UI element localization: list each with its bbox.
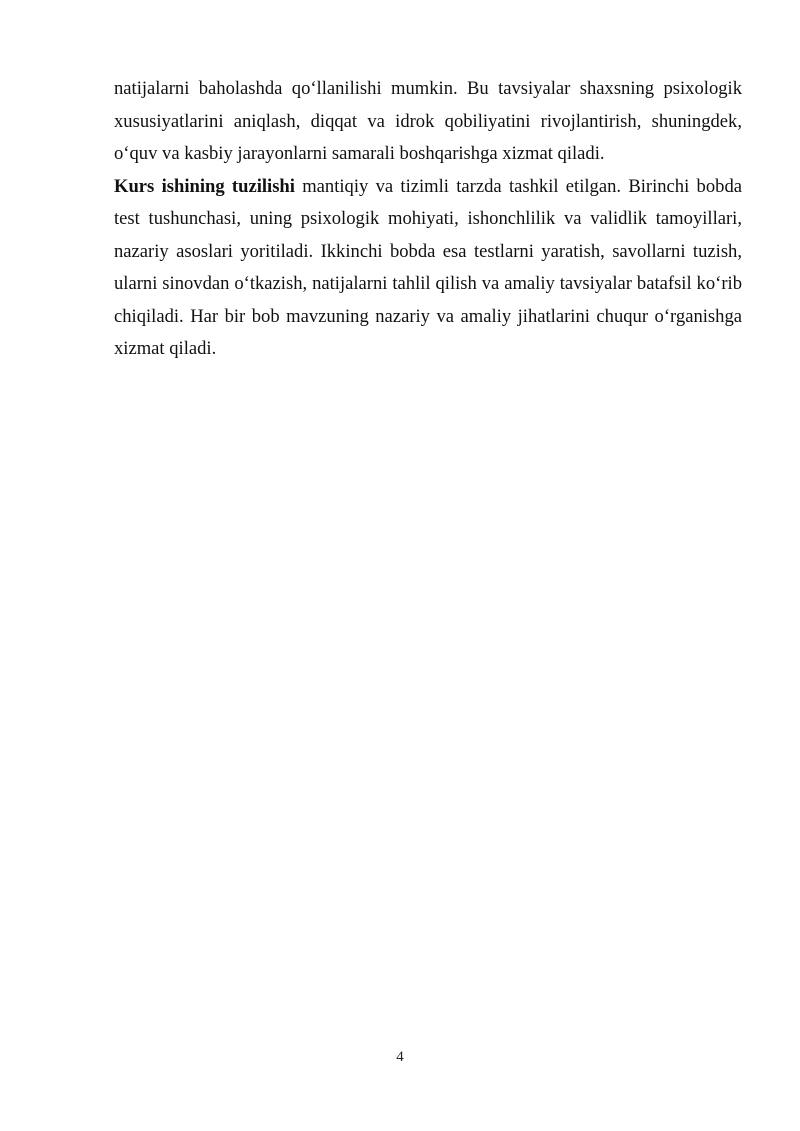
page-number: 4: [396, 1049, 404, 1065]
paragraph-2-line: nazariy asoslari yoritiladi. Ikkinchi bobda esa testlarni yaratish, savollarni tuzish,: [114, 240, 742, 262]
paragraph-2-line: ularni sinovdan o‘tkazish, natijalarni tahlil qilish va amaliy tavsiyalar batafsil ko‘rib: [114, 273, 742, 294]
section-heading-inline: Kurs ishining tuzilishi: [114, 175, 295, 197]
paragraph-2: [114, 171, 742, 366]
paragraph-2-line: xizmat qiladi.: [114, 338, 217, 359]
paragraph-2-first-line: [114, 171, 742, 204]
paragraph-2-first-line-rest: mantiqiy va tizimli tarzda tashkil etilgan. Birinchi bobda: [294, 175, 742, 197]
paragraph-2-line: test tushunchasi, uning psixologik mohiyati, ishonchlilik va validlik tamoyillari,: [114, 208, 742, 229]
paragraph-2-line: chiqiladi. Har bir bob mavzuning nazariy va amaliy jihatlarini chuqur o‘rganishga: [114, 305, 742, 327]
paragraph-1-line: o‘quv va kasbiy jarayonlarni samarali boshqarishga xizmat qiladi.: [114, 143, 605, 164]
paragraph-1: [114, 73, 742, 171]
page-body: [114, 73, 742, 366]
paragraph-1-line: xususiyatlarini aniqlash, diqqat va idrok qobiliyatini rivojlantirish, shuningdek,: [114, 110, 742, 132]
paragraph-1-line: natijalarni baholashda qo‘llanilishi mumkin. Bu tavsiyalar shaxsning psixologik: [114, 78, 742, 99]
